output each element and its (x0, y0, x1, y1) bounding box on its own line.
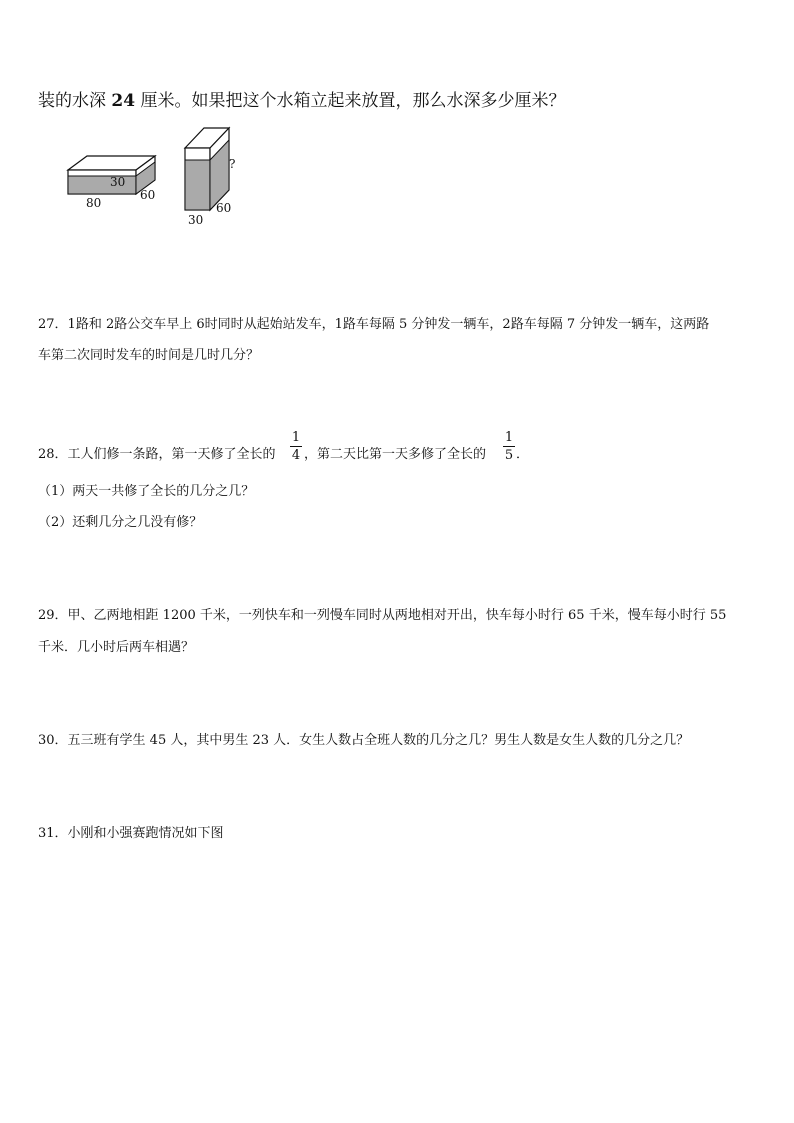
upright-label-q: ? (229, 157, 236, 171)
flat-tank (68, 156, 155, 210)
q26-depth-value: 24 (111, 91, 136, 111)
q27-line1: 27．1路和 2路公交车早上 6时同时从起始站发车，1路车每隔 5 分钟发一辆车，2路车每隔 7 分钟发一辆车，这两路 (38, 317, 710, 332)
q26-text-post: 厘米。如果把这个水箱立起来放置，那么水深多少厘米？ (140, 91, 566, 111)
q29-line1: 29．甲、乙两地相距 1200 千米，一列快车和一列慢车同时从两地相对开出，快车每小时行 65 千米，慢车每小时行 55 (38, 608, 727, 623)
upright-label-d: 60 (216, 201, 232, 215)
q28-sub1: （1）两天一共修了全长的几分之几？ (38, 484, 255, 499)
flat-label-d: 60 (140, 188, 156, 202)
fraction-bar (503, 446, 515, 447)
q28-fraction-2 (503, 430, 515, 463)
q28-text-b: ，第二天比第一天多修了全长的 (304, 447, 487, 462)
q28-fraction-1 (290, 430, 302, 463)
q26-text-pre: 装的水深 (38, 91, 106, 111)
q27-line2: 车第二次同时发车的时间是几时几分？ (38, 348, 260, 363)
q30-line1: 30．五三班有学生 45 人，其中男生 23 人．女生人数占全班人数的几分之几？男生人数是女生人数的几分之几？ (38, 733, 690, 748)
q28-text-c: ． (516, 447, 530, 462)
q28-frac1-num: 1 (291, 430, 301, 445)
flat-label-w: 80 (86, 196, 102, 210)
q29-line2: 千米．几小时后两车相遇？ (38, 640, 195, 655)
q28-sub2: （2）还剩几分之几没有修？ (38, 515, 203, 530)
q31-line1: 31．小刚和小强赛跑情况如下图 (38, 826, 224, 841)
flat-label-h: 30 (110, 175, 126, 189)
q28-text-a: 28．工人们修一条路，第一天修了全长的 (38, 447, 276, 462)
upright-tank (185, 128, 235, 227)
upright-label-w: 30 (188, 213, 204, 227)
fraction-bar (290, 446, 302, 447)
q28-frac2-num: 1 (504, 430, 514, 445)
q28-frac2-den: 5 (504, 448, 514, 463)
water-tank-figure (60, 120, 320, 230)
q28-frac1-den: 4 (291, 448, 301, 463)
q26-text (38, 86, 565, 111)
